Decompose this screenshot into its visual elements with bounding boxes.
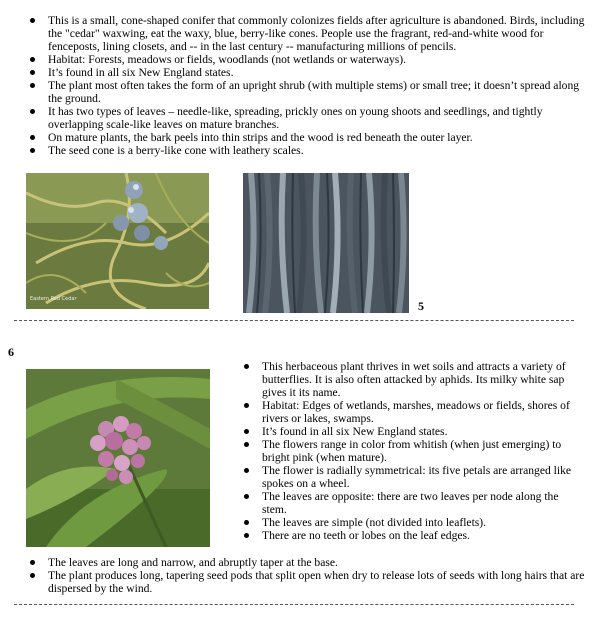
bullet-item: On mature plants, the bark peels into thin strips and the wood is red beneath the outer layer. [26,131,586,144]
bullet-item: There are no teeth or lobes on the leaf edges. [240,529,580,542]
section-divider [14,604,574,605]
section6-number: 6 [8,345,14,359]
bullet-item: This herbaceous plant thrives in wet soils and attracts a variety of butterflies. It is also often attacked by aphids. Its milky white sap gives it its name. [240,360,580,399]
bullet-item: The leaves are opposite: there are two leaves per node along the stem. [240,490,580,516]
bullet-item: The flower is radially symmetrical: its five petals are arranged like spokes on a wheel. [240,464,580,490]
bullet-item: It has two types of leaves – needle-like, spreading, prickly ones on young shoots and seedlings, and tightly overlapping scale-like leaves on mature branches. [26,105,586,131]
section5-bullet-list [26,14,586,157]
photo-credit: Eastern Red Cedar [30,296,77,302]
bullet-item: The seed cone is a berry-like cone with leathery scales. [26,144,586,157]
bullet-item: It’s found in all six New England states. [240,425,580,438]
cedar-foliage-photo [26,173,209,309]
bullet-item: The plant produces long, tapering seed pods that split open when dry to release lots of seeds with long hairs that are dispersed by the wind. [26,569,586,595]
cedar-bark-photo [243,173,409,313]
section6-bullet-list [240,360,580,542]
bullet-item: The leaves are long and narrow, and abruptly taper at the base. [26,556,586,569]
section-divider [14,320,574,321]
bullet-item: The plant most often takes the form of an upright shrub (with multiple stems) or small tree; it doesn’t spread along the ground. [26,79,586,105]
bullet-item: It’s found in all six New England states. [26,66,586,79]
section6-bullet-list-continued [26,556,586,595]
bullet-item: Habitat: Forests, meadows or fields, woodlands (not wetlands or waterways). [26,53,586,66]
bullet-item: The flowers range in color from whitish (when just emerging) to bright pink (when mature). [240,438,580,464]
bullet-item: The leaves are simple (not divided into leaflets). [240,516,580,529]
bullet-item: Habitat: Edges of wetlands, marshes, meadows or fields, shores of rivers or lakes, swamps. [240,399,580,425]
bullet-item: This is a small, cone-shaped conifer that commonly colonizes fields after agriculture is abandoned. Birds, including the "cedar" waxwing, eat the waxy, blue, berry-like cones. People use the fragrant, red-and-white wood for fenceposts, lining closets, and -- in the last century -- manufacturing millions of pencils. [26,14,586,53]
section5-number: 5 [418,299,424,313]
milkweed-flower-photo [26,369,210,547]
